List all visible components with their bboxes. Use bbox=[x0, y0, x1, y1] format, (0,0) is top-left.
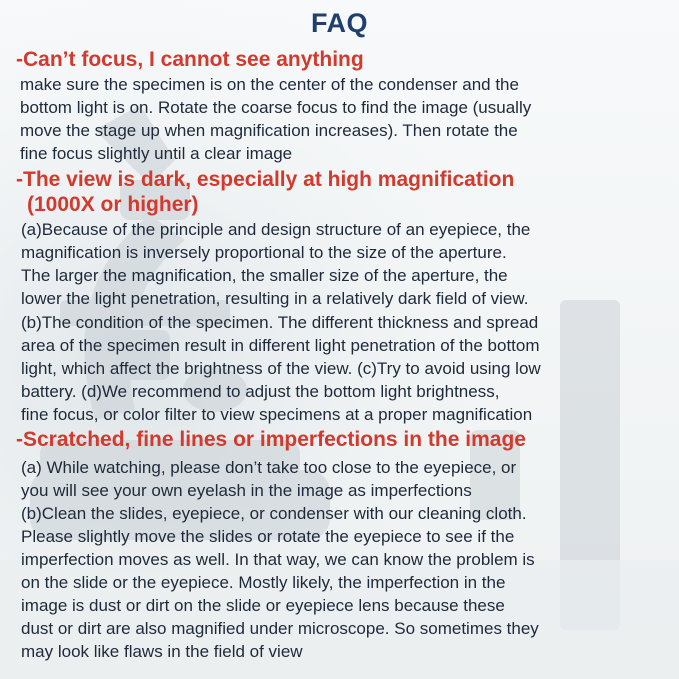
faq-answer-3-line: Please slightly move the slides or rotate the eyepiece to see if the bbox=[21, 527, 515, 546]
faq-answer-3-line: (b)Clean the slides, eyepiece, or condenser with our cleaning cloth. bbox=[21, 504, 527, 523]
faq-answer-1-line: make sure the specimen is on the center of the condenser and the bbox=[20, 75, 519, 94]
faq-answer-3-line: imperfection moves as well. In that way, we can know the problem is bbox=[21, 550, 535, 569]
faq-answer-2-line: lower the light penetration, resulting in a relatively dark field of view. bbox=[21, 289, 529, 308]
faq-answer-3-line: image is dust or dirt on the slide or eyepiece lens because these bbox=[21, 596, 505, 615]
faq-answer-2-line: area of the specimen result in different light penetration of the bottom bbox=[21, 336, 540, 355]
faq-answer-2-line: (a)Because of the principle and design structure of an eyepiece, the bbox=[21, 220, 531, 239]
faq-answer-2-line: fine focus, or color filter to view specimens at a proper magnification bbox=[21, 405, 533, 424]
faq-answer-3-line: on the slide or the eyepiece. Mostly likely, the imperfection in the bbox=[21, 573, 506, 592]
faq-answer-3-line: may look like flaws in the field of view bbox=[21, 642, 303, 661]
faq-answer-2-line: The larger the magnification, the smaller size of the aperture, the bbox=[21, 266, 508, 285]
faq-answer-3-line: dust or dirt are also magnified under microscope. So sometimes they bbox=[21, 619, 539, 638]
faq-question-2: -The view is dark, especially at high magnification bbox=[16, 168, 515, 191]
faq-question-3: -Scratched, fine lines or imperfections in the image bbox=[16, 428, 526, 451]
faq-answer-2-line: battery. (d)We recommend to adjust the bottom light brightness, bbox=[21, 382, 500, 401]
faq-title: FAQ bbox=[310, 8, 368, 38]
faq-answer-2-line: (b)The condition of the specimen. The different thickness and spread bbox=[21, 313, 539, 332]
faq-answer-1-line: fine focus slightly until a clear image bbox=[20, 144, 293, 163]
faq-answer-1-line: move the stage up when magnification increases). Then rotate the bbox=[20, 121, 518, 140]
faq-question-2-continued: (1000X or higher) bbox=[27, 193, 199, 216]
faq-question-1: -Can’t focus, I cannot see anything bbox=[16, 48, 364, 71]
faq-answer-3-line: you will see your own eyelash in the image as imperfections bbox=[21, 481, 472, 500]
faq-answer-1-line: bottom light is on. Rotate the coarse focus to find the image (usually bbox=[20, 98, 532, 117]
faq-answer-2-line: light, which affect the brightness of the view. (c)Try to avoid using low bbox=[21, 359, 541, 378]
faq-answer-2-line: magnification is inversely proportional to the size of the aperture. bbox=[21, 243, 507, 262]
faq-answer-3-line: (a) While watching, please don’t take too close to the eyepiece, or bbox=[21, 458, 517, 477]
